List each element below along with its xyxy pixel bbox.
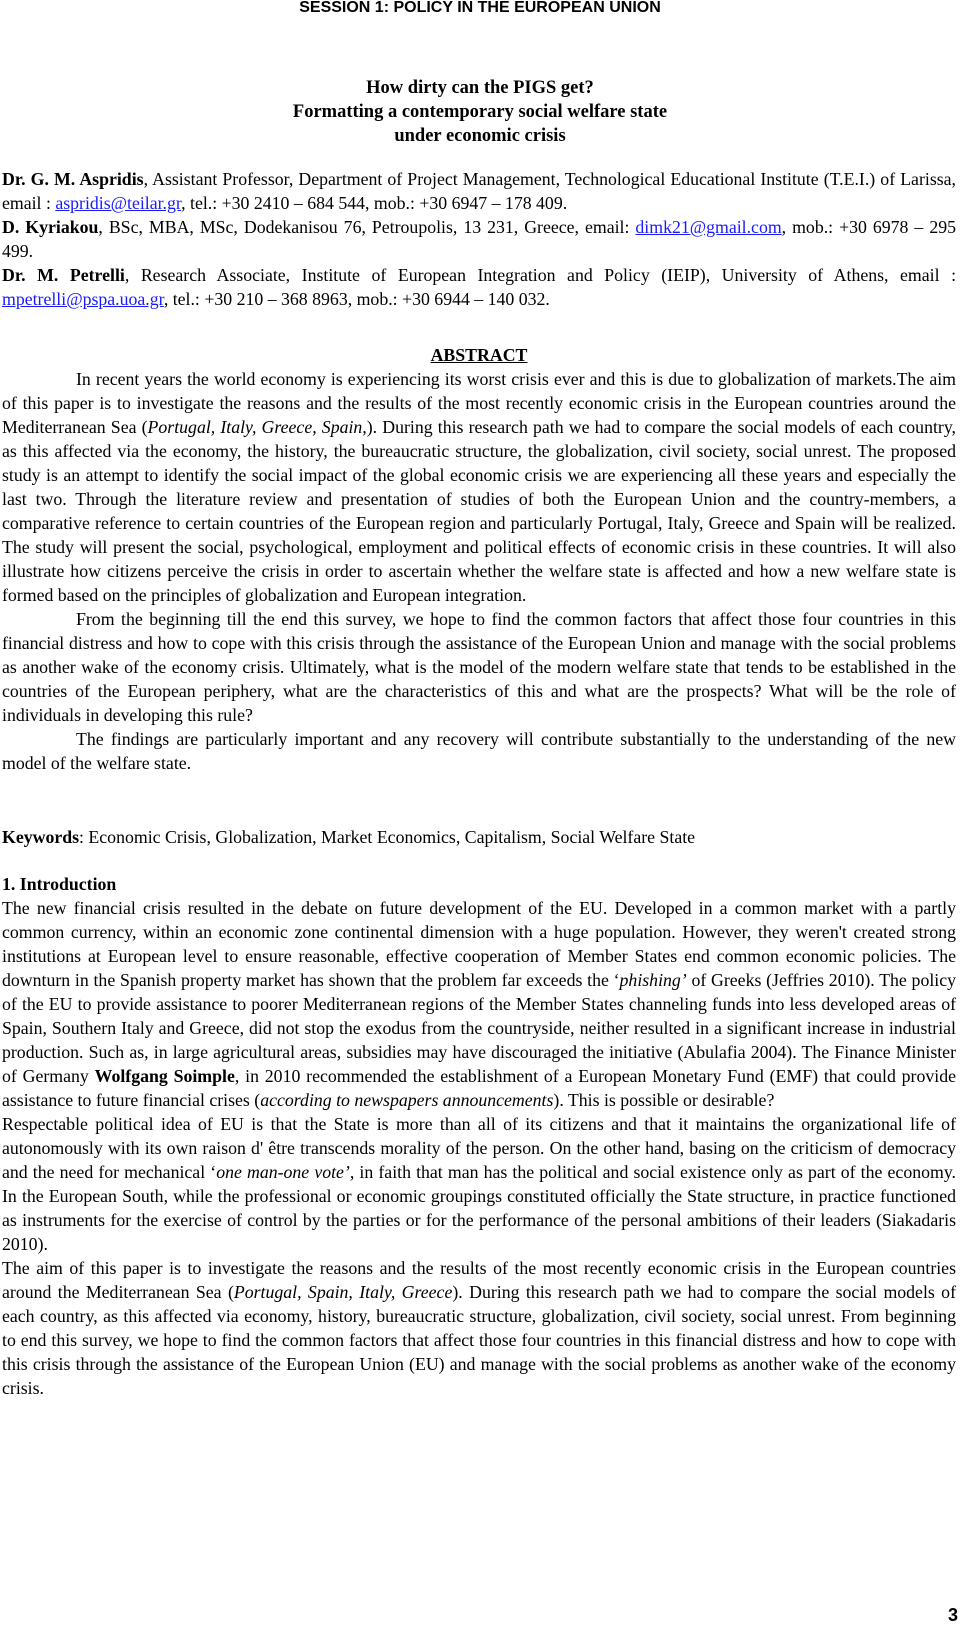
abstract-section — [2, 343, 956, 775]
introduction-section — [2, 872, 956, 1400]
intro-paragraph-3: The aim of this paper is to investigate the reasons and the results of the most recently economic crisis in the European countries around the Mediterranean Sea (Portugal, Spain, Italy, Greece). During this research path we had to compare the social models of each country, as this affected via economy, history, bureaucratic structure, globalization, civil society, social unrest. From beginning to end this survey, we hope to find the common factors that affect those four countries in this financial distress and how to cope with this crisis through the assistance of the European Union (EU) and manage with the social problems as another wake of the economy crisis. — [2, 1258, 956, 1398]
email-link-aspridis[interactable]: aspridis@teilar.gr — [55, 193, 182, 213]
email-link-kyriakou[interactable]: dimk21@gmail.com — [635, 217, 782, 237]
keywords-line — [2, 825, 956, 849]
paper-title — [0, 76, 960, 148]
abstract-heading: ABSTRACT — [430, 345, 528, 365]
title-line-2: Formatting a contemporary social welfare state — [292, 102, 668, 122]
introduction-heading: 1. Introduction — [2, 874, 117, 894]
title-line-3: under economic crisis — [394, 126, 566, 146]
page-number: 3 — [947, 1605, 958, 1625]
author-petrelli: Dr. M. Petrelli, Research Associate, Institute of European Integration and Policy (IEIP), University of Athens, email : mpetrelli@pspa.uoa.gr, tel.: +30 210 – 368 8963, mob.: +30 6944 – 140 032. — [2, 265, 957, 309]
author-name: D. Kyriakou — [2, 217, 99, 237]
email-link-petrelli[interactable]: mpetrelli@pspa.uoa.gr — [2, 289, 164, 309]
abstract-paragraph-2: From the beginning till the end this survey, we hope to find the common factors that affect those four countries in this financial distress and how to cope with this crisis through the assistance of the European Union and manage with the social problems as another wake of the economy crisis. Ultimately, what is the model of the modern welfare state that tends to be established in the countries of the European periphery, what are the characteristics of this and what are the prospects? What will be the role of individuals in developing this rule? — [2, 609, 956, 725]
abstract-paragraph-1: In recent years the world economy is experiencing its worst crisis ever and this is due to globalization of markets.The aim of this paper is to investigate the reasons and the results of the most recently economic crisis in the European countries around the Mediterranean Sea (Portugal, Italy, Greece, Spain,). During this research path we had to compare the social models of each country, as this affected via the economy, the history, the bureaucratic structure, the globalization, civil society, social unrest. The proposed study is an attempt to identify the social impact of the global economic crisis we are experiencing all these years and especially the last two. Through the literature review and presentation of studies of both the European Union and the country-members, a comparative reference to certain countries of the European region and particularly Portugal, Italy, Greece and Spain will be realized. The study will present the social, psychological, employment and political effects of economic crisis in these countries. It will also illustrate how citizens perceive the crisis in order to ascertain whether the welfare state is affected and how a new welfare state is formed based on the principles of globalization and European integration. — [2, 369, 957, 605]
title-line-1: How dirty can the PIGS get? — [366, 78, 594, 98]
session-header: SESSION 1: POLICY IN THE EUROPEAN UNION — [299, 0, 661, 16]
author-name: Dr. M. Petrelli — [2, 265, 125, 285]
author-kyriakou: D. Kyriakou, BSc, MBA, MSc, Dodekanisou 76, Petroupolis, 13 231, Greece, email: dimk21@gmail.com, mob.: +30 6978 – 295 499. — [2, 217, 956, 261]
keywords-text: : Economic Crisis, Globalization, Market Economics, Capitalism, Social Welfare State — [79, 827, 696, 847]
intro-paragraph-2: Respectable political idea of EU is that the State is more than all of its citizens and that it maintains the organizational life of autonomously with its own raison d' être transcends morality of the person. On the other hand, basing on the criticism of democracy and the need for mechanical ‘one man-one vote’, in faith that man has the political and social existence only as part of the economy. In the European South, while the professional or economic groupings constituted officially the State structure, in practice functioned as instruments for the exercise of control by the parties or for the performance of the personal ambitions of their leaders (Siakadaris 2010). — [2, 1114, 956, 1254]
keywords-label: Keywords — [2, 827, 80, 847]
author-name: Dr. G. M. Aspridis — [2, 169, 144, 189]
abstract-paragraph-3: The findings are particularly important and any recovery will contribute substantially to the understanding of the new model of the welfare state. — [2, 729, 956, 773]
author-aspridis: Dr. G. M. Aspridis, Assistant Professor, Department of Project Management, Technological Educational Institute (T.E.I.) of Larissa, email : aspridis@teilar.gr, tel.: +30 2410 – 684 544, mob.: +30 6947 – 178 409. — [2, 169, 956, 213]
author-block — [2, 167, 956, 311]
intro-paragraph-1: The new financial crisis resulted in the debate on future development of the EU. Developed in a common market with a partly common currency, within an economic zone continental dimension with a huge population. However, they weren't created strong institutions at European level to ensure reasonable, effective cooperation of Member States end common economic policies. The downturn in the Spanish property market has shown that the problem far exceeds the ‘phishing’ of Greeks (Jeffries 2010). The policy of the EU to provide assistance to poorer Mediterranean regions of the Member States channeling funds into less developed areas of Spain, Southern Italy and Greece, did not stop the exodus from the countryside, neither resulted in a significant increase in industrial production. Such as, in large agricultural areas, subsidies may have discouraged the initiative (Abulafia 2004). The Finance Minister of Germany Wolfgang Soimple, in 2010 recommended the establishment of a European Monetary Fund (EMF) that could provide assistance to future financial crises (according to newspapers announcements). This is possible or desirable? — [2, 898, 956, 1110]
